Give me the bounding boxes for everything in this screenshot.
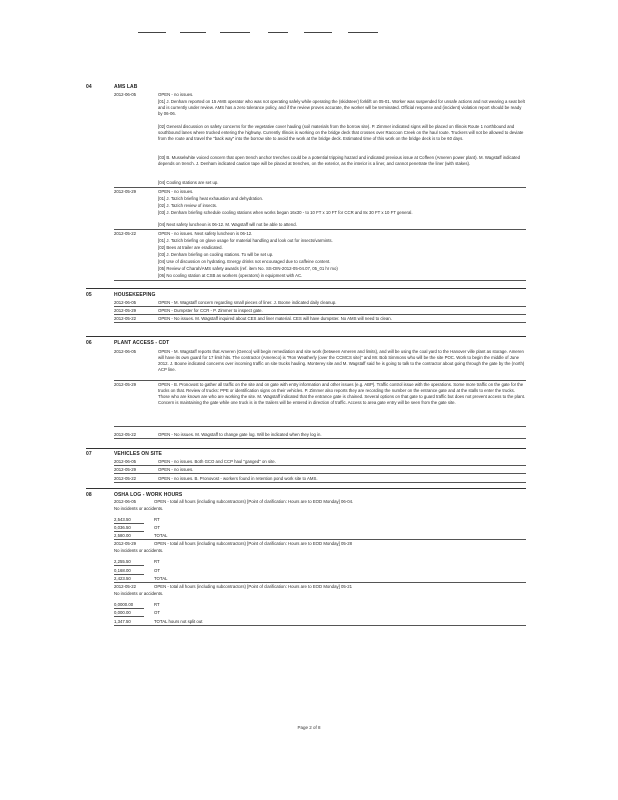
underline	[114, 306, 526, 307]
section-number: 07	[86, 451, 92, 457]
underline	[114, 322, 526, 323]
section-title: VEHICLES ON SITE	[114, 451, 162, 457]
entry-item: [01] J. Denham reported on 15 AMS operator who was not operating safely while operating the (skidsteer) forklift on 05-01. Worker was suspended for unsafe actions and not wearing a seat belt and is currently under review. AMS has a zero tolerance policy, and if the review proves accurate, the worker will be terminated. Official response and (incident) violation report should be ready by 06-06.	[158, 99, 525, 117]
hours-value: 0,000.00	[114, 610, 131, 615]
entry-item: [01] J. Tazich briefing heat exhaustion and dehydration.	[158, 196, 264, 201]
hours-label: OT	[154, 610, 160, 615]
entry-date: 2012-05-29	[114, 467, 136, 472]
underline	[114, 523, 144, 524]
section-number: 05	[86, 292, 92, 298]
underline	[114, 565, 144, 566]
underline	[114, 616, 144, 617]
no-incidents-text: No incidents or accidents.	[114, 506, 164, 511]
entry-item: [06] No cooling station at CSB as workers (operators) in equipment with AC.	[158, 273, 303, 278]
underline	[114, 280, 526, 281]
underline	[114, 531, 144, 532]
header-rule-fragments	[90, 32, 530, 36]
hours-value: 1,347.50	[114, 619, 131, 624]
underline	[114, 539, 526, 540]
section-divider	[86, 288, 526, 289]
entry-date: 2012-06-05	[114, 300, 136, 305]
entry-date: 2012-05-29	[114, 382, 136, 387]
entry-date: 2012-06-05	[114, 499, 136, 504]
entry-date: 2012-05-22	[114, 316, 136, 321]
entry-status: OPEN - total all hours (including subcontractors) [Point of clarification: Hours are to EOD Monday] 05-21	[154, 584, 352, 589]
entry-date: 2012-05-22	[114, 584, 136, 589]
underline	[114, 380, 526, 381]
entry-text: OPEN - B. Pronovost to gather all traffic on the site and on gate with entry information and other issues (e.g. ABP). Traffic control issue with the operations. Some more traffic on the gate for the trucks on that. Review of trucks: PPE or identification signs on their vehicles. P. Zimmer also reports they are recording the number on the entrance gate and at the stalls to enter the trucks. Those who are known are who are working the site. M. Wagstaff indicated that the entrance gate is chained. Several options on that gate to guard traffic but does not prevent access to the plant. Concern is maintaining the gate while one truck is in the trailers will be entered in direction of traffic. Access to area gate entry will be seen from the gate site.	[158, 382, 526, 406]
hours-value: 2,255.50	[114, 559, 131, 564]
section-title: PLANT ACCESS - CDT	[114, 340, 170, 346]
no-incidents-text: No incidents or accidents.	[114, 548, 164, 553]
underline	[114, 625, 526, 626]
entry-text: OPEN - No issues. M. Wagstaff inquired about CES and liner material. CES will have dumpster. No AMS will need to clean.	[158, 316, 392, 321]
underline	[114, 482, 526, 483]
hours-value: 0,0000.00	[114, 602, 134, 607]
section-title: HOUSEKEEPING	[114, 292, 156, 298]
entry-item: [04] Cooling stations are set up.	[158, 180, 219, 185]
underline	[114, 314, 526, 315]
underline	[114, 187, 526, 188]
no-incidents-text: No incidents or accidents.	[114, 591, 164, 596]
entry-status: OPEN - total all hours (including subcontractors) [Point of clarification: Hours are to EOD Monday] 06-04.	[154, 499, 354, 504]
hours-value: 0,036.50	[114, 525, 131, 530]
entry-text: OPEN - no issues. B. Pronovost - workers found in retention pond work site to AMS.	[158, 476, 318, 481]
hours-label: OT	[154, 525, 160, 530]
entry-date: 2012-06-05	[114, 92, 136, 97]
section-divider	[86, 336, 526, 337]
underline	[114, 438, 526, 439]
entry-status: OPEN - no issues.	[158, 92, 194, 97]
hours-value: 0,168.00	[114, 568, 131, 573]
hours-label: RT	[154, 517, 160, 522]
section-number: 06	[86, 340, 92, 346]
hours-value: 2,580.00	[114, 533, 131, 538]
hours-value: 2,423.50	[114, 576, 131, 581]
entry-status: OPEN - no issues. Next safety luncheon is 06-12.	[158, 231, 253, 236]
underline	[114, 608, 144, 609]
entry-item: [02] J. Tazich review of insects.	[158, 203, 218, 208]
entry-text: OPEN - Dumpster for CCR - P. Zimmer to inspect gate.	[158, 308, 263, 313]
section-divider	[86, 448, 526, 449]
hours-label: RT	[154, 559, 160, 564]
underline	[114, 229, 526, 230]
entry-date: 2012-06-05	[114, 459, 136, 464]
entry-date: 2012-05-29	[114, 541, 136, 546]
entry-text: OPEN - no issues.	[158, 467, 194, 472]
entry-text: OPEN - No issues. M. Wagstaff to change gate log. Will be indicated when they log in.	[158, 432, 322, 437]
entry-item: [02] General discussion on safety concerns for the vegetative cover hauling (soil materials from the borrow site). P. Zimmer indicated signs will be placed on Illinois Route 1 northbound and southbound lanes where trucked entering the highway. Currently Illinois is working on the bridge deck that crosses over Raccoon Creek on the haul route. Truckers will not be allowed to deviate from the route and travel the "back way" into the borrow site to avoid the work at the bridge deck. Estimated time of this work on the bridge deck is to be 60 days.	[158, 124, 524, 142]
entry-date: 2012-05-22	[114, 476, 136, 481]
entry-item: [04] Use of discussion on hydrating. Energy drinks not encouraged due to caffeine content.	[158, 259, 331, 264]
section-title: AMS LAB	[114, 84, 138, 90]
entry-item: [01] J. Tazich briefing on glove usage for material handling and look out for insects/varmints.	[158, 238, 333, 243]
entry-date: 2012-05-29	[114, 308, 136, 313]
entry-item: [03] J. Denham briefing on cooling stations. To will be set up.	[158, 252, 274, 257]
entry-text: OPEN - no issues. Both GCO and CCP haul "ganged" on site.	[158, 459, 276, 464]
underline	[114, 426, 526, 427]
entry-item: [03] J. Denham briefing schedule cooling stations when works began 16x30 - to 10 FT x 10 FT for CCR and 8x 30 FT x 10 FT general.	[158, 210, 413, 215]
entry-item: [04] Next safety luncheon is 06-12. M. Wagstaff will not be able to attend.	[158, 222, 297, 227]
entry-item: [02] Bees at trailer are eradicated.	[158, 245, 223, 250]
entry-status: OPEN - no issues.	[158, 189, 194, 194]
entry-date: 2012-06-05	[114, 349, 136, 354]
hours-label: RT	[154, 602, 160, 607]
entry-item: [03] B. Musselwhite voiced concern that open trench anchor trenches could be a potential tripping hazard and indicated previous issue at Coffeen (Ameren power plant). M. Wagstaff indicated depends on trench. J. Denham indicated caution tape will be placed at trenches, on the exterior, as the interior is a liner, and cannot penetrate the liner (with stakes).	[158, 155, 521, 167]
entry-text: OPEN - M. Wagstaff concern regarding small pieces of liner. J. Boone indicated daily cleanup.	[158, 300, 337, 305]
underline	[114, 582, 526, 583]
entry-date: 2012-05-22	[114, 231, 136, 236]
hours-label: TOTAL	[154, 576, 168, 581]
underline	[114, 465, 526, 466]
hours-label: OT	[154, 568, 160, 573]
section-title: OSHA LOG - WORK HOURS	[114, 492, 183, 498]
hours-label: TOTAL hours not split out	[154, 619, 203, 624]
entry-date: 2012-05-22	[114, 432, 136, 437]
section-number: 04	[86, 84, 92, 90]
underline	[114, 473, 526, 474]
underline	[114, 574, 144, 575]
entry-status: OPEN - total all hours (including subcontractors) [Point of clarification: Hours are to EOD Monday] 05-28	[154, 541, 352, 546]
entry-text: OPEN - M. Wagstaff reports that Ameren (Genco) will begin remediation and site work (between Ameren and limits), and will be using the coal yard to the Hanover ville plant as storage. Ameren will have its own guard for 17 limit hits. The contractor (Amereco) is "Ron Weatherly (over the CCMCS site)" and Mr. Bob Simmons who will be the site POC. Work to begin the middle of June 2012. J. Boone indicated concerns over incoming traffic on site trucks hauling. Monterey site and M. Wagstaff said he is going to talk to the contractor about going through the gate by the (north) ACP line.	[158, 349, 525, 373]
section-number: 08	[86, 492, 92, 498]
entry-date: 2012-05-29	[114, 189, 136, 194]
hours-value: 2,543.50	[114, 517, 131, 522]
entry-item: [05] Review of Charah/AMS safety awards (ref. item No. SS-DIN-2012-05-04.07, 05_01 hr mo)	[158, 266, 338, 271]
section-divider	[86, 488, 526, 489]
hours-label: TOTAL	[154, 533, 168, 538]
page-number: Page 2 of 8	[297, 725, 321, 730]
